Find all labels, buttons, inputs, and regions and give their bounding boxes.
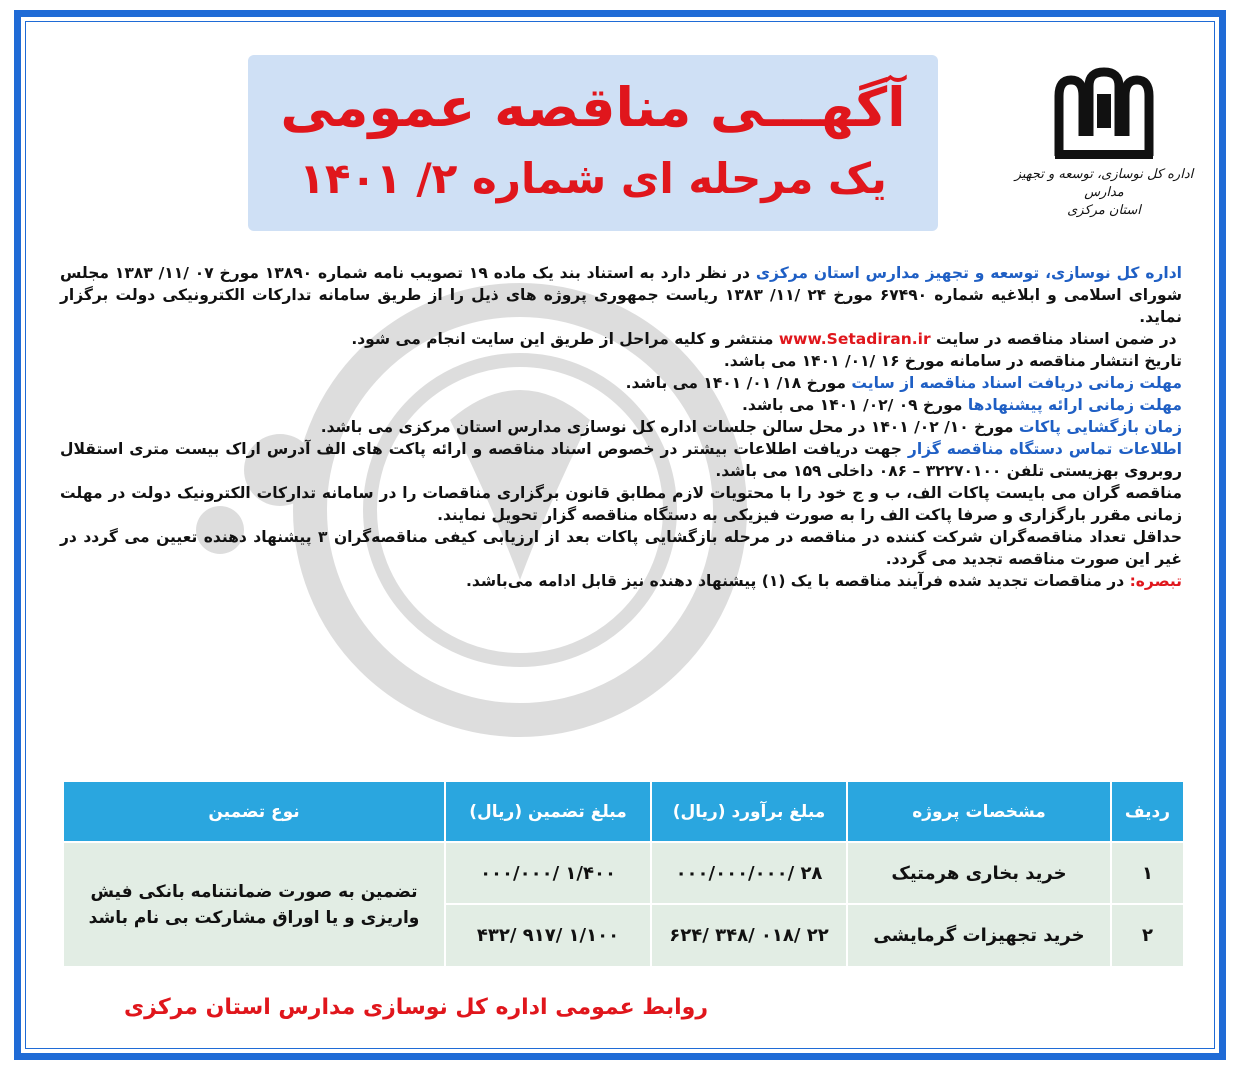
site-link[interactable]: www.Setadiran.ir	[778, 330, 931, 348]
logo-caption-line2: استان مرکزی	[1067, 203, 1141, 218]
project-name: خرید بخاری هرمتیک	[847, 842, 1111, 904]
header-guarantee-type: نوع تضمین	[63, 782, 445, 842]
header-project: مشخصات پروژه	[847, 782, 1111, 842]
guarantee-amount: ۱/۴۰۰ /۰۰۰/۰۰۰	[445, 842, 651, 904]
row-number: ۲	[1111, 904, 1183, 966]
site-text-post: منتشر و کلیه مراحل از طریق این سایت انجام می شود.	[351, 330, 779, 348]
site-text-pre: در ضمن اسناد مناقصه در سایت	[930, 330, 1177, 348]
emblem-icon	[1049, 66, 1159, 162]
intro-text: در نظر دارد به استناد بند یک ماده ۱۹ تصویب نامه شماره ۱۳۸۹۰ مورخ ۰۷ /۱۱/ ۱۳۸۳ مجلس شورای اسلامی و ابلاغیه شماره ۶۷۴۹۰ مورخ ۲۴ /۱۱/ ۱۳۸۳ ریاست جمهوری پروژه های ذیل را از طریق سامانه تدارکات الکترونیکی دولت برگزار نماید.	[60, 264, 1183, 326]
documents-deadline-text: مورخ ۱۸/ ۰۱/ ۱۴۰۱ می باشد.	[625, 374, 852, 392]
proposal-deadline-text: مورخ ۰۹ /۰۲/ ۱۴۰۱ می باشد.	[742, 396, 968, 414]
guarantee-amount: ۱/۱۰۰ /۹۱۷ /۴۳۲	[445, 904, 651, 966]
header-row-number: ردیف	[1111, 782, 1183, 842]
estimate-amount: ۲۸ /۰۰۰/۰۰۰/۰۰۰	[651, 842, 847, 904]
tender-table	[62, 782, 1183, 966]
header-guarantee-amount: مبلغ تضمین (ریال)	[445, 782, 651, 842]
page-title: آگهـــی مناقصه عمومی	[280, 76, 906, 139]
tender-number: یک مرحله ای شماره ۲/ ۱۴۰۱	[299, 154, 887, 203]
note-label: تبصره:	[1129, 572, 1182, 590]
paragraph-intro	[60, 262, 1182, 328]
table-row	[63, 842, 1183, 904]
row-number: ۱	[1111, 842, 1183, 904]
documents-deadline-label: مهلت زمانی دریافت اسناد مناقصه از سایت	[851, 374, 1182, 392]
contact-text: جهت دریافت اطلاعات بیشتر در خصوص اسناد مناقصه و ارائه پاکت های الف آدرس اراک بیست متری استقلال روبروی بهزیستی تلفن ۳۲۲۷۰۱۰۰ – ۰۸۶ داخلی ۱۵۹ می باشد.	[60, 440, 1182, 480]
paragraph-documents-deadline	[60, 372, 1182, 394]
project-name: خرید تجهیزات گرمایشی	[847, 904, 1111, 966]
opening-time-text: مورخ ۱۰/ ۰۲/ ۱۴۰۱ در محل سالن جلسات اداره کل نوسازی مدارس استان مرکزی می باشد.	[320, 418, 1019, 436]
note-text: در مناقصات تجدید شده فرآیند مناقصه با یک (۱) پیشنهاد دهنده نیز قابل ادامه می‌باشد.	[466, 572, 1130, 590]
contact-label: اطلاعات تماس دستگاه مناقصه گزار	[907, 440, 1182, 458]
proposal-deadline-label: مهلت زمانی ارائه پیشنهادها	[967, 396, 1182, 414]
paragraph-opening-time	[60, 416, 1182, 438]
announcement-body	[60, 262, 1182, 592]
header-estimate: مبلغ برآورد (ریال)	[651, 782, 847, 842]
paragraph-proposal-deadline	[60, 394, 1182, 416]
title-box	[248, 55, 938, 231]
footer-public-relations: روابط عمومی اداره کل نوسازی مدارس استان مرکزی	[123, 995, 708, 1020]
paragraph-minimum-bidders: حداقل تعداد مناقصه‌گران شرکت کننده در مناقصه در مرحله بازگشایی پاکات بعد از ارزیابی کیفی مناقصه‌گران ۳ پیشنهاد دهنده تعیین می گردد در غیر این صورت مناقصه تجدید می گردد.	[60, 528, 1183, 568]
paragraph-publish-date: تاریخ انتشار مناقصه در سامانه مورخ ۱۶ /۰۱/ ۱۴۰۱ می باشد.	[723, 352, 1182, 370]
organization-logo	[1004, 66, 1204, 216]
guarantee-type: تضمین به صورت ضمانتنامه بانکی فیش واریزی و یا اوراق مشارکت بی نام باشد	[63, 842, 445, 966]
paragraph-contact	[60, 438, 1182, 482]
opening-time-label: زمان بازگشایی پاکات	[1018, 418, 1182, 436]
logo-caption-line1: اداره کل نوسازی، توسعه و تجهیز مدارس	[1014, 167, 1194, 200]
organization-name: اداره کل نوسازی، توسعه و تجهیز مدارس استان مرکزی	[755, 264, 1182, 282]
paragraph-note	[60, 570, 1182, 592]
paragraph-packages: مناقصه گران می بایست پاکات الف، ب و ج خود را با محتویات لازم مطابق قانون برگزاری مناقصات را در سامانه تدارکات الکترونیک دولت در مهلت زمانی مقرر بارگزاری و صرفا پاکت الف را به صورت فیزیکی به دستگاه مناقصه گزار تحویل نمایند.	[60, 484, 1182, 524]
estimate-amount: ۲۲ /۰۱۸ /۳۴۸ /۶۲۴	[651, 904, 847, 966]
paragraph-site	[60, 328, 1182, 350]
table-header-row	[63, 782, 1183, 842]
